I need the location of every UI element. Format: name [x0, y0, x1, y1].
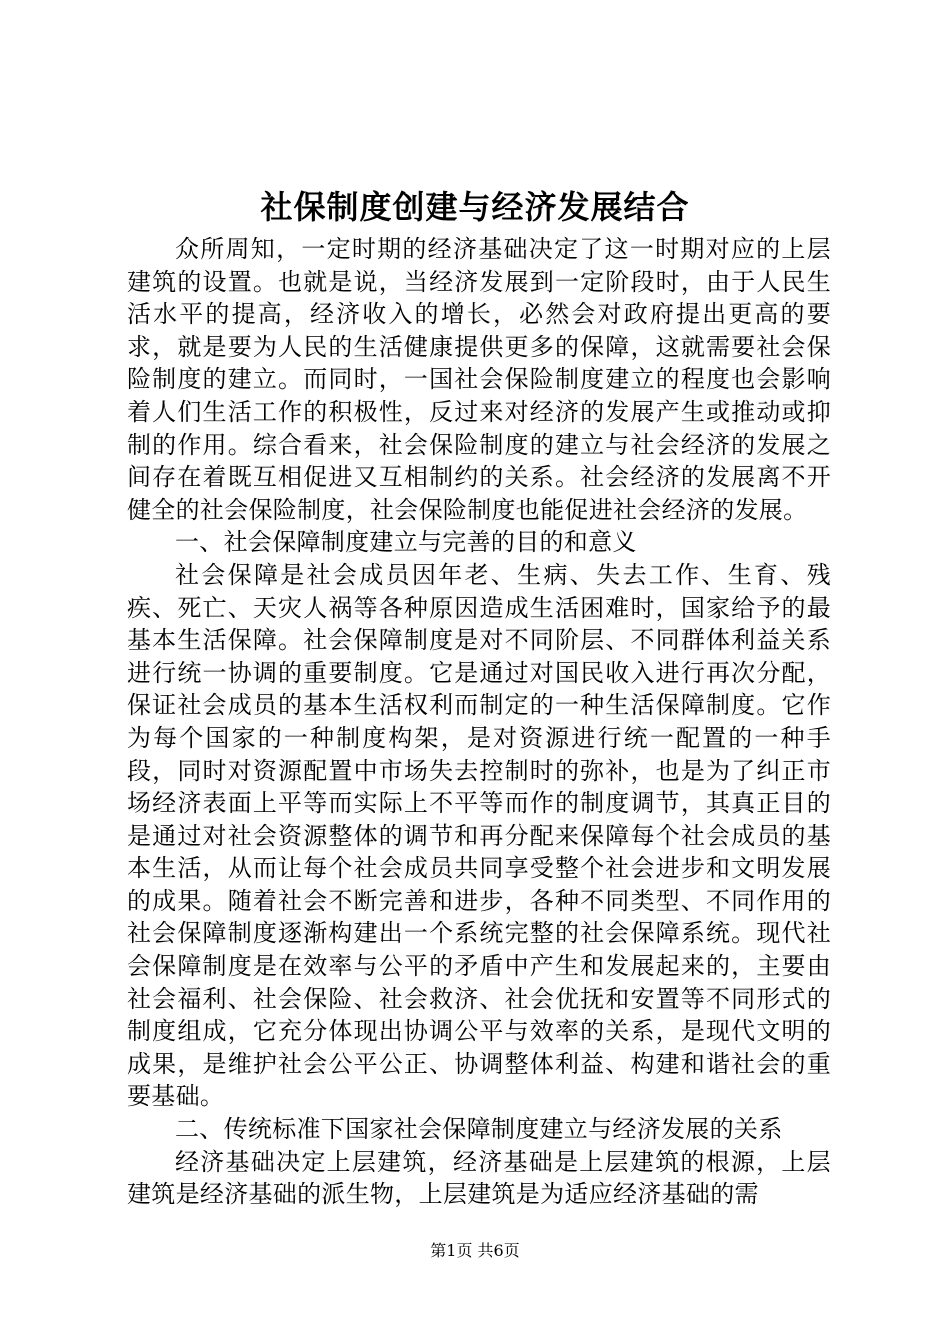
- page-footer: 第1页 共6页: [430, 1241, 520, 1260]
- body-paragraph-intro: 众所周知，一定时期的经济基础决定了这一时期对应的上层建筑的设置。也就是说，当经济发展到一定阶段时，由于人民生活水平的提高，经济收入的增长，必然会对政府提出更高的要求，就是要为人民的生活健康提供更多的保障，这就需要社会保险制度的建立。而同时，一国社会保险制度建立的程度也会影响着人们生活工作的积极性，反过来对经济的发展产生或推动或抑制的作用。综合看来，社会保险制度的建立与社会经济的发展之间存在着既互相促进又互相制约的关系。社会经济的发展离不开健全的社会保险制度，社会保险制度也能促进社会经济的发展。: [127, 235, 831, 524]
- body-paragraph-section-1: 社会保障是社会成员因年老、生病、失去工作、生育、残疾、死亡、天灾人祸等各种原因造成生活困难时，国家给予的最基本生活保障。社会保障制度是对不同阶层、不同群体利益关系进行统一协调的重要制度。它是通过对国民收入进行再次分配，保证社会成员的基本生活权利而制定的一种生活保障制度。它作为每个国家的一种制度构架，是对资源进行统一配置的一种手段，同时对资源配置中市场失去控制时的弥补，也是为了纠正市场经济表面上平等而实际上不平等而作的制度调节，其真正目的是通过对社会资源整体的调节和再分配来保障每个社会成员的基本生活，从而让每个社会成员共同享受整个社会进步和文明发展的成果。随着社会不断完善和进步，各种不同类型、不同作用的社会保障制度逐渐构建出一个系统完整的社会保障系统。现代社会保障制度是在效率与公平的矛盾中产生和发展起来的，主要由社会福利、社会保险、社会救济、社会优抚和安置等不同形式的制度组成，它充分体现出协调公平与效率的关系，是现代文明的成果，是维护社会公平公正、协调整体利益、构建和谐社会的重要基础。: [127, 560, 831, 1111]
- section-heading-2: 二、传统标准下国家社会保障制度建立与经济发展的关系: [175, 1115, 783, 1144]
- section-heading-1: 一、社会保障制度建立与完善的目的和意义: [175, 528, 637, 557]
- document-body: [127, 233, 831, 1211]
- document-title: 社保制度创建与经济发展结合: [260, 188, 690, 226]
- body-paragraph-section-2: 经济基础决定上层建筑，经济基础是上层建筑的根源，上层建筑是经济基础的派生物，上层建筑是为适应经济基础的需: [127, 1147, 831, 1209]
